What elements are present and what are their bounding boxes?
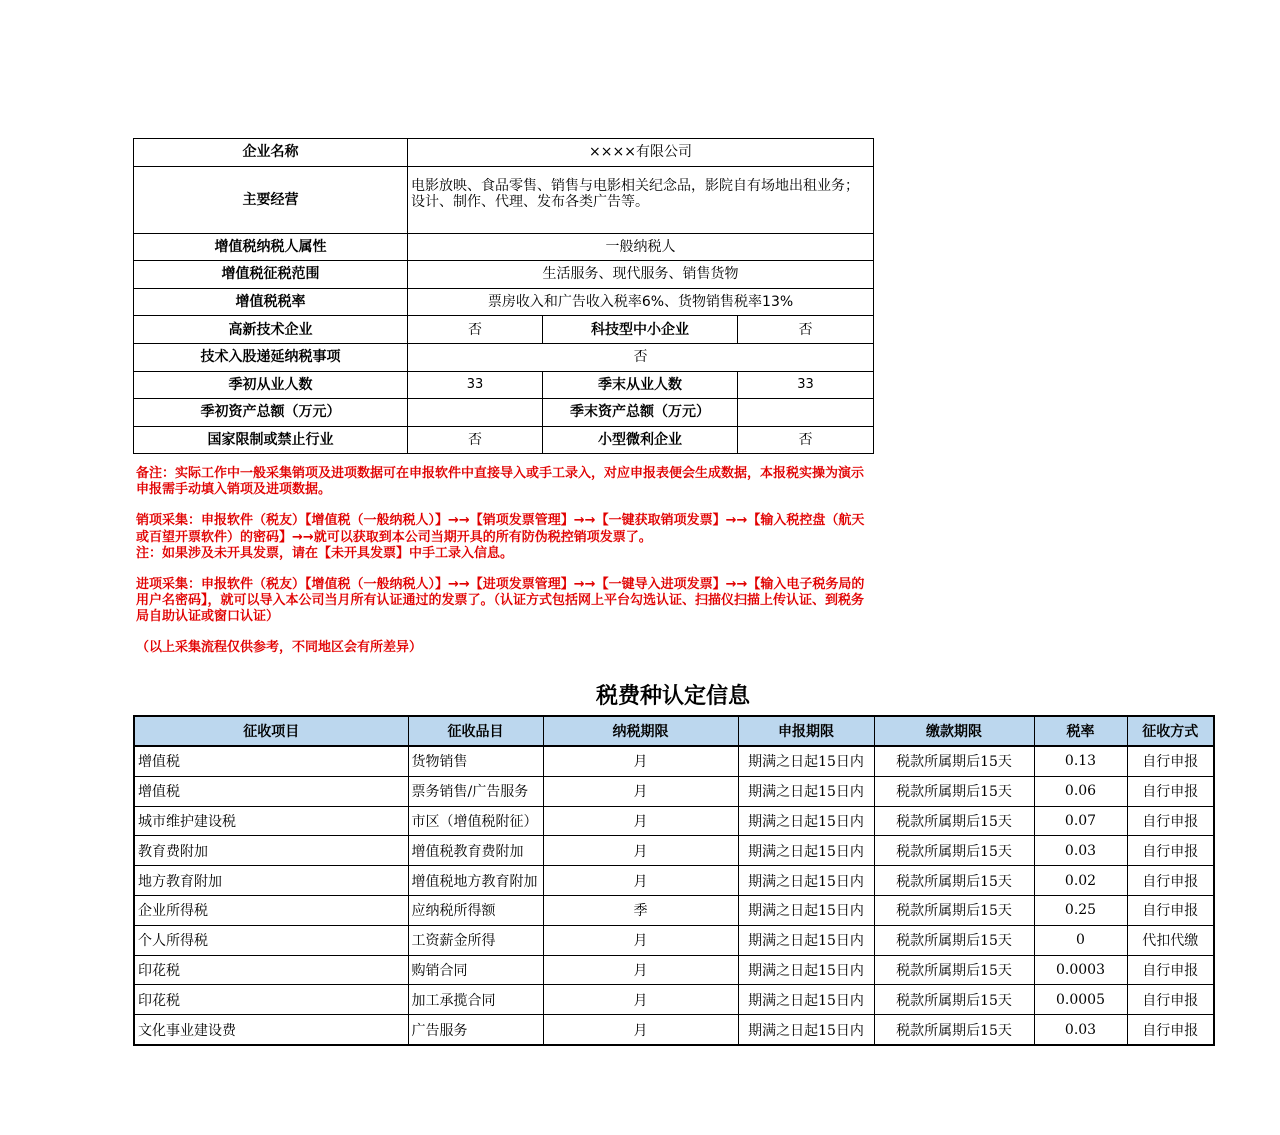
company-info-table [133,138,874,454]
assets-end-label: 季末资产总额（万元） [543,399,738,427]
cell-declare-deadline[interactable]: 期满之日起15日内 [738,836,874,866]
cell-method[interactable]: 自行申报 [1127,955,1214,985]
purchase-collection-note: 进项采集：申报软件（税友）【增值税（一般纳税人）】→→【进项发票管理】→→【一键导入进项发票】→→【输入电子税务局的用户名密码】，就可以导入本公司当月所有认证通过的发票了。（认证方式包括网上平台勾选认证、扫描仪扫描上传认证、到税务局自助认证或窗口认证） [136,577,865,625]
cell-category[interactable]: 广告服务 [408,1015,543,1045]
tech-share-label: 技术入股递延纳税事项 [134,343,408,371]
cell-item[interactable]: 印花税 [134,985,408,1015]
sme-value[interactable]: 否 [738,316,874,344]
table-row [134,895,1214,925]
cell-payment-deadline[interactable]: 税款所属期后15天 [874,985,1034,1015]
cell-payment-deadline[interactable]: 税款所属期后15天 [874,746,1034,776]
cell-item[interactable]: 地方教育附加 [134,866,408,896]
sales-collection-note: 销项采集：申报软件（税友）【增值税（一般纳税人）】→→【销项发票管理】→→【一键获取销项发票】→→【输入税控盘（航天或百望开票软件）的密码】→→就可以获取到本公司当期开具的所有防伪税控销项发票了。 [136,513,865,545]
cell-category[interactable]: 增值税地方教育附加 [408,866,543,896]
staff-end-value[interactable]: 33 [738,371,874,399]
cell-category[interactable]: 应纳税所得额 [408,895,543,925]
cell-category[interactable]: 市区（增值税附征） [408,806,543,836]
company-name-value[interactable]: ××××有限公司 [408,139,874,167]
cell-period[interactable]: 季 [543,895,738,925]
company-name-label: 企业名称 [134,139,408,167]
cell-payment-deadline[interactable]: 税款所属期后15天 [874,895,1034,925]
row-staff [134,371,874,399]
staff-begin-label: 季初从业人数 [134,371,408,399]
header-declare-deadline: 申报期限 [738,716,874,746]
high-tech-label: 高新技术企业 [134,316,408,344]
table-row [134,806,1214,836]
row-vat-type [134,233,874,261]
vat-rate-label: 增值税税率 [134,288,408,316]
main-business-value[interactable]: 电影放映、食品零售、销售与电影相关纪念品，影院自有场地出租业务；设计、制作、代理、发布各类广告等。 [408,166,874,233]
row-vat-scope [134,261,874,289]
header-category: 征收品目 [408,716,543,746]
cell-rate[interactable]: 0.25 [1034,895,1127,925]
row-company-name [134,139,874,167]
row-main-business [134,166,874,233]
table-row [134,746,1214,776]
cell-rate[interactable]: 0.02 [1034,866,1127,896]
cell-declare-deadline[interactable]: 期满之日起15日内 [738,776,874,806]
table-row [134,925,1214,955]
cell-method[interactable]: 自行申报 [1127,1015,1214,1045]
cell-item[interactable]: 文化事业建设费 [134,1015,408,1045]
cell-item[interactable]: 教育费附加 [134,836,408,866]
cell-period[interactable]: 月 [543,746,738,776]
restricted-value[interactable]: 否 [408,426,543,454]
cell-period[interactable]: 月 [543,985,738,1015]
header-payment-deadline: 缴款期限 [874,716,1034,746]
cell-declare-deadline[interactable]: 期满之日起15日内 [738,985,874,1015]
disclaimer-note: （以上采集流程仅供参考，不同地区会有所差异） [136,639,423,655]
cell-rate[interactable]: 0 [1034,925,1127,955]
vat-type-value[interactable]: 一般纳税人 [408,233,874,261]
row-tech-share [134,343,874,371]
cell-payment-deadline[interactable]: 税款所属期后15天 [874,925,1034,955]
cell-category[interactable]: 增值税教育费附加 [408,836,543,866]
sme-label: 科技型中小企业 [543,316,738,344]
vat-rate-value[interactable]: 票房收入和广告收入税率6%、货物销售税率13% [408,288,874,316]
cell-rate[interactable]: 0.03 [1034,1015,1127,1045]
vat-type-label: 增值税纳税人属性 [134,233,408,261]
vat-scope-label: 增值税征税范围 [134,261,408,289]
fee-section-title: 税费种认定信息 [595,684,750,709]
fee-table-header [134,716,1214,746]
cell-payment-deadline[interactable]: 税款所属期后15天 [874,776,1034,806]
cell-item[interactable]: 个人所得税 [134,925,408,955]
cell-rate[interactable]: 0.0005 [1034,985,1127,1015]
cell-method[interactable]: 自行申报 [1127,895,1214,925]
vat-scope-value[interactable]: 生活服务、现代服务、销售货物 [408,261,874,289]
cell-declare-deadline[interactable]: 期满之日起15日内 [738,925,874,955]
table-row [134,955,1214,985]
row-restricted [134,426,874,454]
cell-period[interactable]: 月 [543,1015,738,1045]
cell-method[interactable]: 自行申报 [1127,806,1214,836]
table-row [134,866,1214,896]
row-high-tech [134,316,874,344]
header-period: 纳税期限 [543,716,738,746]
cell-category[interactable]: 购销合同 [408,955,543,985]
cell-rate[interactable]: 0.06 [1034,776,1127,806]
cell-method[interactable]: 自行申报 [1127,866,1214,896]
table-row [134,1015,1214,1045]
cell-item[interactable]: 增值税 [134,776,408,806]
cell-declare-deadline[interactable]: 期满之日起15日内 [738,806,874,836]
table-row [134,836,1214,866]
staff-begin-value[interactable]: 33 [408,371,543,399]
cell-method[interactable]: 自行申报 [1127,985,1214,1015]
cell-rate[interactable]: 0.13 [1034,746,1127,776]
fee-table-body [134,746,1214,1045]
cell-period[interactable]: 月 [543,836,738,866]
cell-declare-deadline[interactable]: 期满之日起15日内 [738,895,874,925]
table-row [134,985,1214,1015]
tax-fee-table [133,715,1215,1046]
cell-period[interactable]: 月 [543,866,738,896]
staff-end-label: 季末从业人数 [543,371,738,399]
cell-item[interactable]: 城市维护建设税 [134,806,408,836]
cell-method[interactable]: 自行申报 [1127,776,1214,806]
cell-period[interactable]: 月 [543,925,738,955]
cell-payment-deadline[interactable]: 税款所属期后15天 [874,955,1034,985]
cell-category[interactable]: 工资薪金所得 [408,925,543,955]
notes-block [136,466,876,656]
cell-rate[interactable]: 0.07 [1034,806,1127,836]
cell-item[interactable]: 增值税 [134,746,408,776]
cell-category[interactable]: 票务销售/广告服务 [408,776,543,806]
cell-declare-deadline[interactable]: 期满之日起15日内 [738,1015,874,1045]
cell-period[interactable]: 月 [543,776,738,806]
cell-method[interactable]: 自行申报 [1127,746,1214,776]
cell-declare-deadline[interactable]: 期满之日起15日内 [738,746,874,776]
assets-begin-value[interactable] [408,399,543,427]
cell-category[interactable]: 货物销售 [408,746,543,776]
cell-method[interactable]: 自行申报 [1127,836,1214,866]
cell-item[interactable]: 企业所得税 [134,895,408,925]
tech-share-value[interactable]: 否 [408,343,874,371]
header-item: 征收项目 [134,716,408,746]
cell-payment-deadline[interactable]: 税款所属期后15天 [874,866,1034,896]
sales-extra-note: 注：如果涉及未开具发票，请在【未开具发票】中手工录入信息。 [136,545,514,561]
cell-payment-deadline[interactable]: 税款所属期后15天 [874,806,1034,836]
remark-note: 备注：实际工作中一般采集销项及进项数据可在申报软件中直接导入或手工录入，对应申报表便会生成数据，本报税实操为演示申报需手动填入销项及进项数据。 [136,466,865,498]
row-vat-rate [134,288,874,316]
cell-period[interactable]: 月 [543,806,738,836]
assets-begin-label: 季初资产总额（万元） [134,399,408,427]
assets-end-value[interactable] [738,399,874,427]
cell-method[interactable]: 代扣代缴 [1127,925,1214,955]
cell-payment-deadline[interactable]: 税款所属期后15天 [874,836,1034,866]
cell-declare-deadline[interactable]: 期满之日起15日内 [738,955,874,985]
cell-period[interactable]: 月 [543,955,738,985]
cell-payment-deadline[interactable]: 税款所属期后15天 [874,1015,1034,1045]
small-micro-value[interactable]: 否 [738,426,874,454]
table-row [134,776,1214,806]
high-tech-value[interactable]: 否 [408,316,543,344]
cell-rate[interactable]: 0.03 [1034,836,1127,866]
cell-item[interactable]: 印花税 [134,955,408,985]
cell-rate[interactable]: 0.0003 [1034,955,1127,985]
header-rate: 税率 [1034,716,1127,746]
main-business-label: 主要经营 [134,166,408,233]
header-method: 征收方式 [1127,716,1214,746]
restricted-label: 国家限制或禁止行业 [134,426,408,454]
cell-category[interactable]: 加工承揽合同 [408,985,543,1015]
small-micro-label: 小型微利企业 [543,426,738,454]
row-assets [134,399,874,427]
cell-declare-deadline[interactable]: 期满之日起15日内 [738,866,874,896]
